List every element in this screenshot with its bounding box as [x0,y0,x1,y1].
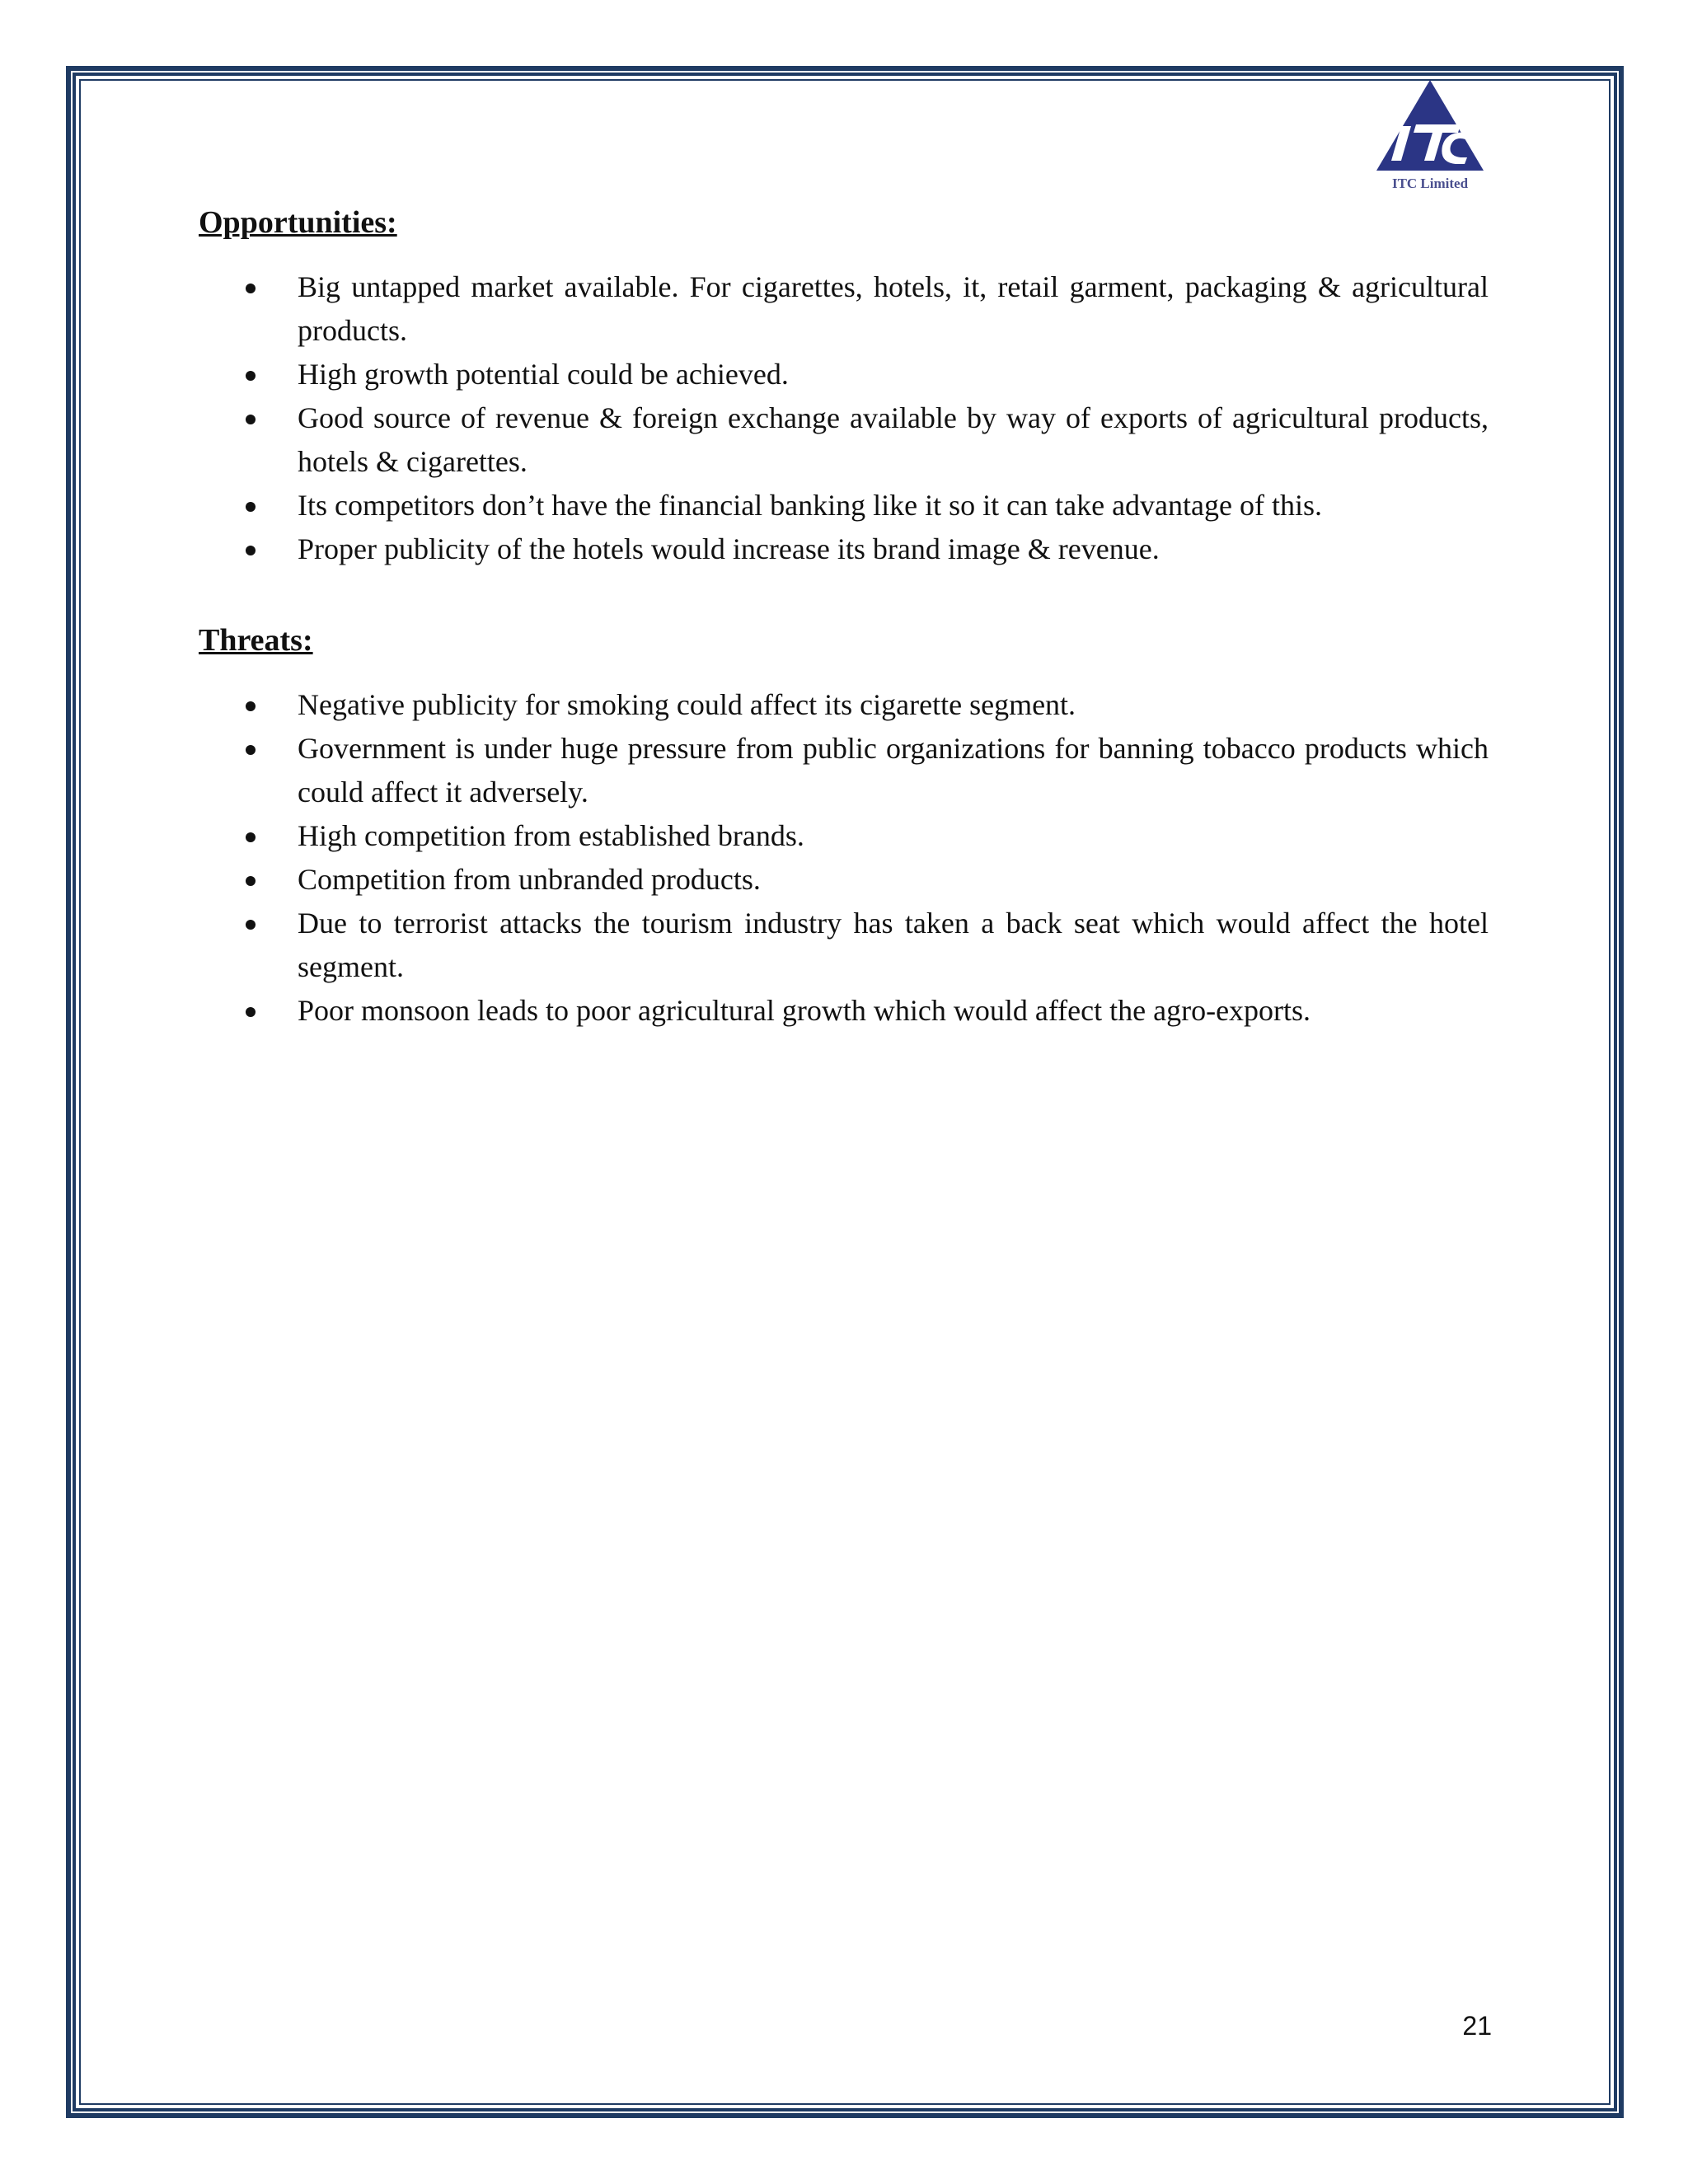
list-item [199,902,1489,989]
page-number: 21 [1462,2011,1492,2041]
itc-logo [1368,78,1492,198]
list-item-text: Due to terrorist attacks the tourism industry has taken a back seat which would affect the hotel segment. [298,907,1489,983]
list-item [199,484,1489,527]
document-body [199,198,1489,1033]
threats-list [199,683,1489,1033]
list-item [199,396,1489,484]
list-item-text: Poor monsoon leads to poor agricultural growth which would affect the agro-exports. [298,994,1311,1027]
list-item-text: Government is under huge pressure from public organizations for banning tobacco products which could affect it adversely. [298,732,1489,808]
bullet-icon [246,876,256,886]
bullet-icon [246,502,256,512]
bullet-icon [246,701,256,711]
list-item-text: Big untapped market available. For cigarettes, hotels, it, retail garment, packaging & agricultural products. [298,270,1489,347]
bullet-icon [246,284,256,293]
list-item [199,727,1489,814]
list-item-text: High competition from established brands. [298,819,804,852]
opportunities-list [199,265,1489,571]
bullet-icon [246,832,256,842]
list-item [199,683,1489,727]
bullet-icon [246,415,256,424]
bullet-icon [246,371,256,381]
list-item [199,265,1489,353]
bullet-icon [246,920,256,930]
bullet-icon [246,745,256,755]
itc-logo-icon [1368,78,1492,173]
list-item-text: Proper publicity of the hotels would increase its brand image & revenue. [298,532,1160,565]
list-item-text: Good source of revenue & foreign exchange available by way of exports of agricultural products, hotels & cigarettes. [298,401,1489,478]
logo-caption: ITC Limited [1391,176,1469,191]
list-item [199,858,1489,902]
opportunities-heading: Opportunities: [199,205,397,240]
list-item [199,527,1489,571]
bullet-icon [246,1007,256,1017]
threats-heading: Threats: [199,623,313,658]
list-item-text: Its competitors don’t have the financial banking like it so it can take advantage of this. [298,489,1322,522]
list-item [199,353,1489,396]
bullet-icon [246,546,256,555]
list-item-text: Negative publicity for smoking could affect its cigarette segment. [298,688,1076,721]
list-item-text: Competition from unbranded products. [298,863,761,896]
list-item [199,989,1489,1033]
list-item [199,814,1489,858]
list-item-text: High growth potential could be achieved. [298,358,789,391]
